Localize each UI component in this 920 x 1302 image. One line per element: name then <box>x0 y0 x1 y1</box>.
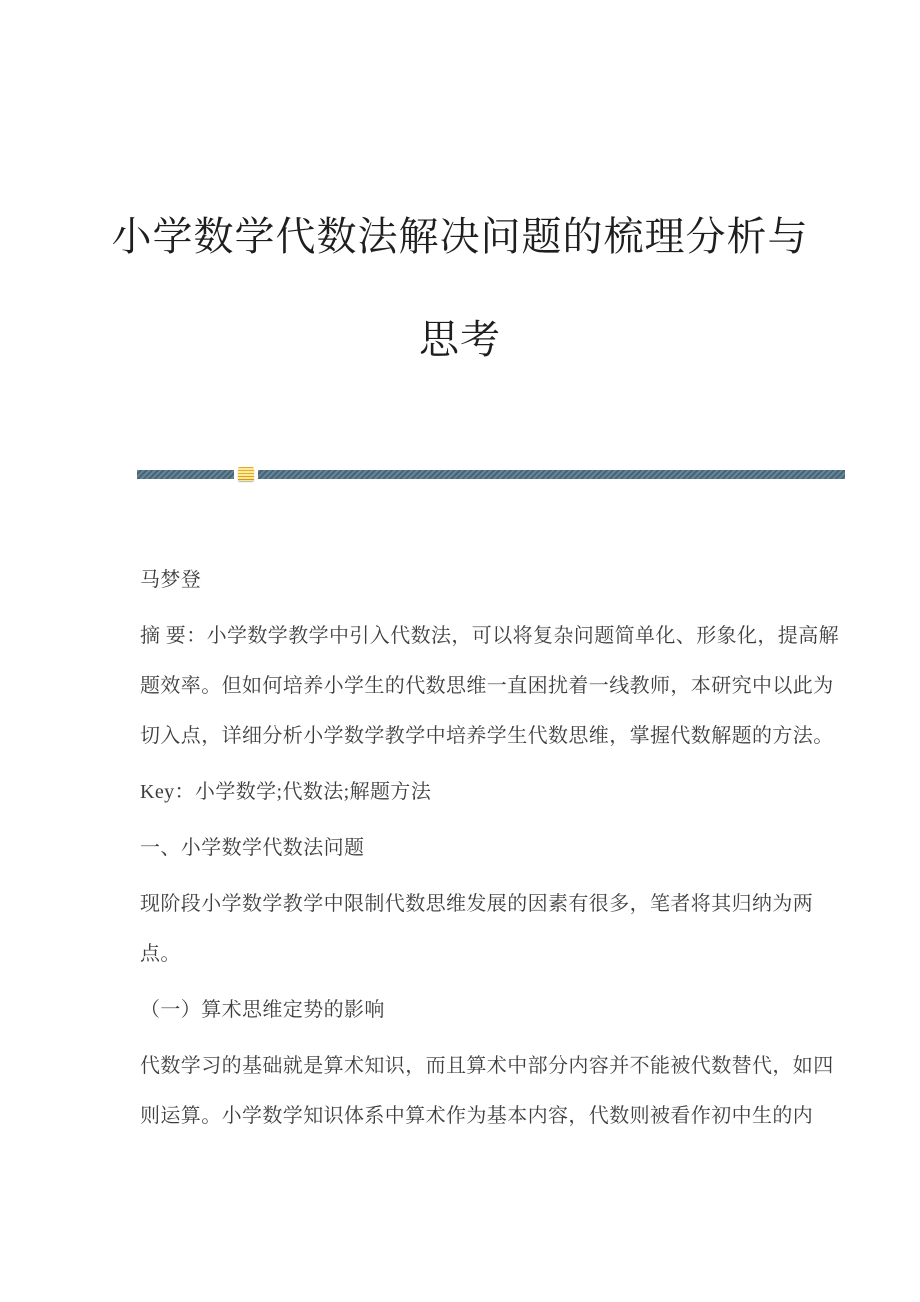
abstract-line: 切入点，详细分析小学数学教学中培养学生代数思维，掌握代数解题的方法。 <box>140 725 834 747</box>
subsection1-paragraph <box>140 1041 834 1141</box>
keywords-paragraph <box>140 767 800 817</box>
title-line-2: 思考 <box>419 317 501 362</box>
section1-paragraph <box>140 879 814 979</box>
abstract-line: 题效率。但如何培养小学生的代数思维一直困扰着一线教师，本研究中以此为 <box>140 675 834 697</box>
keywords-line: Key：小学数学;代数法;解题方法 <box>140 781 432 803</box>
divider-line-right <box>258 470 845 479</box>
divider-line-left <box>137 470 234 479</box>
section1-heading <box>140 823 800 873</box>
subsection1-heading <box>140 985 800 1035</box>
subsection-heading-text: （一）算术思维定势的影响 <box>140 999 385 1021</box>
document-title <box>0 185 920 391</box>
gold-package-icon <box>238 467 254 481</box>
body-line: 代数学习的基础就是算术知识，而且算术中部分内容并不能被代数替代，如四 <box>140 1055 834 1077</box>
author-name: 马梦登 <box>140 569 202 591</box>
body-line: 点。 <box>140 943 181 965</box>
body-line: 则运算。小学数学知识体系中算术作为基本内容，代数则被看作初中生的内 <box>140 1105 814 1127</box>
title-divider <box>137 465 845 483</box>
section-heading-text: 一、小学数学代数法问题 <box>140 837 365 859</box>
title-line-1: 小学数学代数法解决问题的梳理分析与 <box>111 214 809 259</box>
author-line <box>140 555 800 605</box>
article-body <box>140 555 839 1147</box>
body-line: 现阶段小学数学教学中限制代数思维发展的因素有很多，笔者将其归纳为两 <box>140 893 814 915</box>
abstract-paragraph <box>140 611 839 761</box>
abstract-line: 摘 要：小学数学教学中引入代数法，可以将复杂问题简单化、形象化，提高解 <box>140 625 839 647</box>
